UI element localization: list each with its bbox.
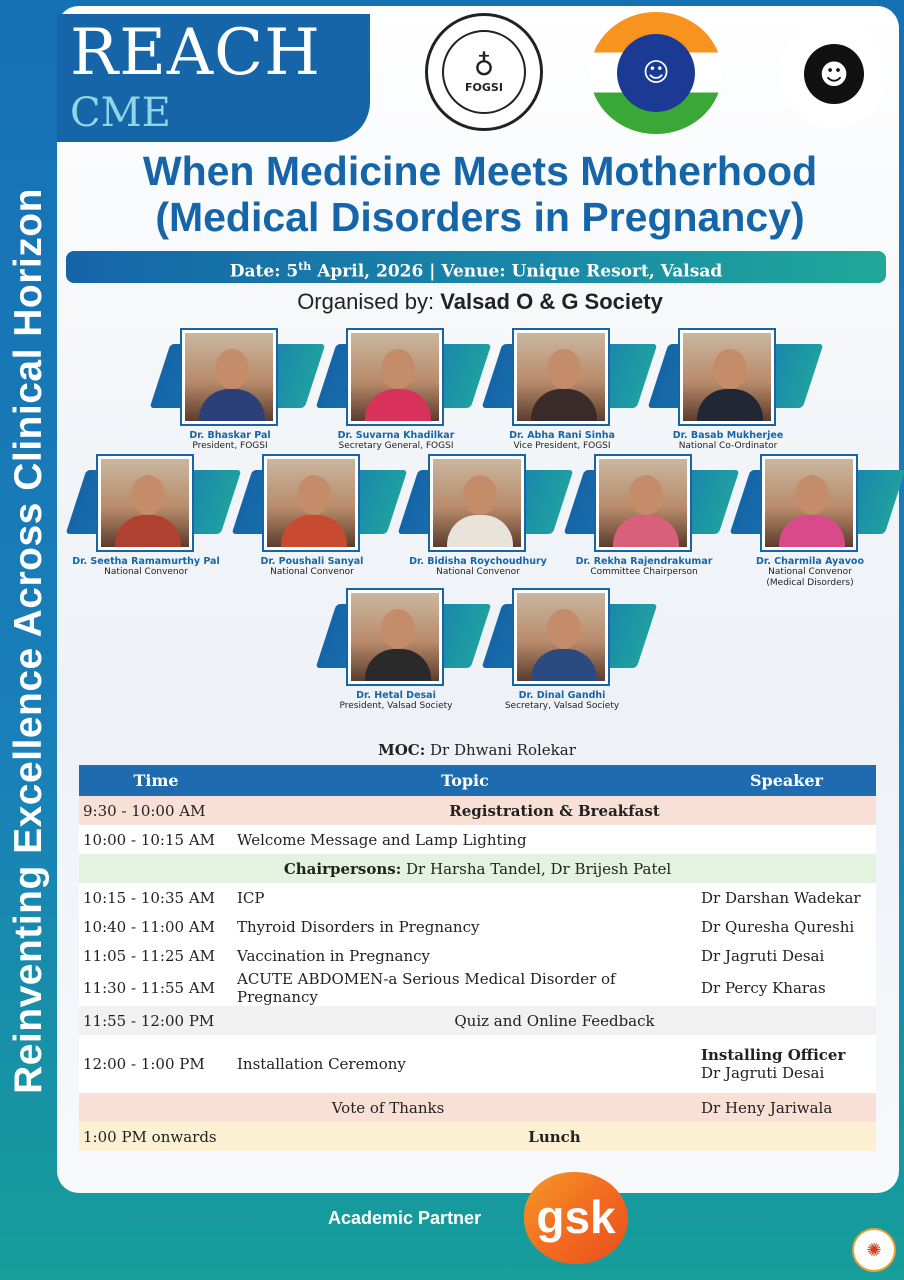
table-row bbox=[79, 1122, 876, 1151]
faculty-photo bbox=[348, 590, 442, 684]
row-topic: Vaccination in Pregnancy bbox=[233, 941, 697, 970]
chairpersons-names: Dr Harsha Tandel, Dr Brijesh Patel bbox=[401, 859, 672, 878]
organiser-name: Valsad O & G Society bbox=[440, 289, 663, 314]
moc-label: MOC: bbox=[378, 741, 426, 759]
row-time: 9:30 - 10:00 AM bbox=[79, 796, 233, 825]
faculty-role: President, FOGSI bbox=[192, 441, 268, 451]
row-title: Quiz and Online Feedback bbox=[233, 1006, 876, 1035]
title-line-1: When Medicine Meets Motherhood bbox=[142, 148, 818, 194]
row-speaker: Dr Jagruti Desai bbox=[701, 1064, 825, 1082]
table-row bbox=[79, 1035, 876, 1093]
date-venue-bar bbox=[66, 251, 886, 283]
faculty-role: Secretary General, FOGSI bbox=[338, 441, 454, 451]
row-title: Registration & Breakfast bbox=[233, 796, 876, 825]
faculty-role: National Convenor bbox=[436, 567, 520, 577]
faculty-photo bbox=[182, 330, 276, 424]
moc-line bbox=[78, 740, 876, 760]
schedule-table bbox=[79, 765, 876, 1151]
table-row bbox=[79, 883, 876, 912]
table-row bbox=[79, 1093, 876, 1122]
row-speaker: Dr Jagruti Desai bbox=[697, 941, 876, 970]
row-topic: ACUTE ABDOMEN-a Serious Medical Disorder of Pregnancy bbox=[233, 970, 697, 1006]
faculty-name: Dr. Seetha Ramamurthy Pal bbox=[72, 556, 220, 567]
faculty-name: Dr. Rekha Rajendrakumar bbox=[575, 556, 713, 567]
faculty-role: National Co-Ordinator bbox=[678, 441, 778, 451]
faculty-name: Dr. Poushali Sanyal bbox=[260, 556, 364, 567]
table-row bbox=[79, 796, 876, 825]
faculty-photo bbox=[514, 330, 608, 424]
chairpersons-cell bbox=[79, 854, 876, 883]
faculty-photo bbox=[98, 456, 192, 550]
academic-partner-label: Academic Partner bbox=[328, 1208, 482, 1228]
row-speaker: Dr Quresha Qureshi bbox=[697, 912, 876, 941]
faculty-role: Committee Chairperson bbox=[590, 567, 698, 577]
organised-label: Organised by: bbox=[297, 289, 441, 314]
reach-title: REACH bbox=[70, 16, 321, 90]
reach-subtitle: CME bbox=[70, 90, 171, 136]
faculty-photo bbox=[348, 330, 442, 424]
row-title: Lunch bbox=[233, 1122, 876, 1151]
mother-baby-icon: ☻ bbox=[804, 44, 864, 104]
row-topic: Thyroid Disorders in Pregnancy bbox=[233, 912, 697, 941]
row-topic: Installation Ceremony bbox=[233, 1035, 697, 1093]
faculty-role-extra: (Medical Disorders) bbox=[766, 578, 854, 588]
header-time: Time bbox=[79, 765, 233, 796]
header-topic: Topic bbox=[233, 765, 697, 796]
faculty-role: National Convenor bbox=[270, 567, 354, 577]
faculty-name: Dr. Suvarna Khadilkar bbox=[337, 430, 455, 441]
row-speaker: Dr Heny Jariwala bbox=[697, 1093, 876, 1122]
date-prefix: Date: 5 bbox=[229, 261, 299, 282]
faculty-photo bbox=[430, 456, 524, 550]
faculty-photo bbox=[762, 456, 856, 550]
faculty-role: National Convenor bbox=[104, 567, 188, 577]
faculty-name: Dr. Hetal Desai bbox=[356, 690, 436, 701]
faculty-name: Dr. Bhaskar Pal bbox=[189, 430, 271, 441]
title-line-2: (Medical Disorders in Pregnancy) bbox=[155, 194, 805, 240]
gsk-logo: gsk bbox=[524, 1172, 628, 1264]
table-row bbox=[79, 970, 876, 1006]
row-speaker-cell bbox=[697, 1035, 876, 1093]
row-time: 1:00 PM onwards bbox=[79, 1122, 233, 1151]
mother-child-icon: ♁ bbox=[473, 48, 495, 82]
row-time: 11:05 - 11:25 AM bbox=[79, 941, 233, 970]
row-title: Vote of Thanks bbox=[79, 1093, 697, 1122]
sidebar-tagline: Reinventing Excellence Across Clinical Horizon bbox=[7, 188, 50, 1094]
faculty-name: Dr. Dinal Gandhi bbox=[518, 690, 606, 701]
faculty-name: Dr. Abha Rani Sinha bbox=[509, 430, 615, 441]
faculty-photo bbox=[264, 456, 358, 550]
row-time: 10:15 - 10:35 AM bbox=[79, 883, 233, 912]
installing-officer-label: Installing Officer bbox=[701, 1046, 846, 1064]
faculty-role: National Convenor bbox=[768, 567, 852, 577]
faculty-name: Dr. Basab Mukherjee bbox=[672, 430, 784, 441]
row-time: 10:00 - 10:15 AM bbox=[79, 825, 233, 854]
table-row bbox=[79, 941, 876, 970]
faculty-name: Dr. Charmila Ayavoo bbox=[756, 556, 864, 567]
moc-value: Dr Dhwani Rolekar bbox=[425, 741, 576, 759]
row-speaker: Dr Darshan Wadekar bbox=[697, 883, 876, 912]
fogsi-logo bbox=[425, 13, 543, 131]
table-row bbox=[79, 1006, 876, 1035]
faculty-role: President, Valsad Society bbox=[339, 701, 453, 711]
header-speaker: Speaker bbox=[697, 765, 876, 796]
faculty-photo bbox=[596, 456, 690, 550]
faculty-name: Dr. Bidisha Roychoudhury bbox=[409, 556, 547, 567]
faculty-photo bbox=[680, 330, 774, 424]
table-row bbox=[79, 854, 876, 883]
table-row bbox=[79, 912, 876, 941]
table-header-row bbox=[79, 765, 876, 796]
conference-badge-icon: ✺ bbox=[852, 1228, 896, 1272]
row-topic: Welcome Message and Lamp Lighting bbox=[233, 825, 697, 854]
valsad-society-logo bbox=[780, 20, 888, 128]
mother-child-emblem-icon: ☺ bbox=[617, 34, 695, 112]
organised-by bbox=[60, 288, 900, 316]
faculty-role: Secretary, Valsad Society bbox=[504, 701, 620, 711]
faculty-photo bbox=[514, 590, 608, 684]
row-time: 10:40 - 11:00 AM bbox=[79, 912, 233, 941]
fogsi-logo-text: FOGSI bbox=[465, 80, 503, 94]
row-time: 11:55 - 12:00 PM bbox=[79, 1006, 233, 1035]
date-venue-text: April, 2026 | Venue: Unique Resort, Valsad bbox=[311, 261, 723, 282]
row-time: 12:00 - 1:00 PM bbox=[79, 1035, 233, 1093]
page-title bbox=[60, 148, 900, 240]
row-speaker: Dr Percy Kharas bbox=[697, 970, 876, 1006]
table-row bbox=[79, 825, 876, 854]
chairpersons-label: Chairpersons: bbox=[283, 859, 402, 878]
faculty-role: Vice President, FOGSI bbox=[513, 441, 611, 451]
row-speaker bbox=[697, 825, 876, 854]
safety-first-logo bbox=[590, 12, 722, 134]
date-suffix: th bbox=[298, 260, 312, 273]
row-topic: ICP bbox=[233, 883, 697, 912]
row-time: 11:30 - 11:55 AM bbox=[79, 970, 233, 1006]
